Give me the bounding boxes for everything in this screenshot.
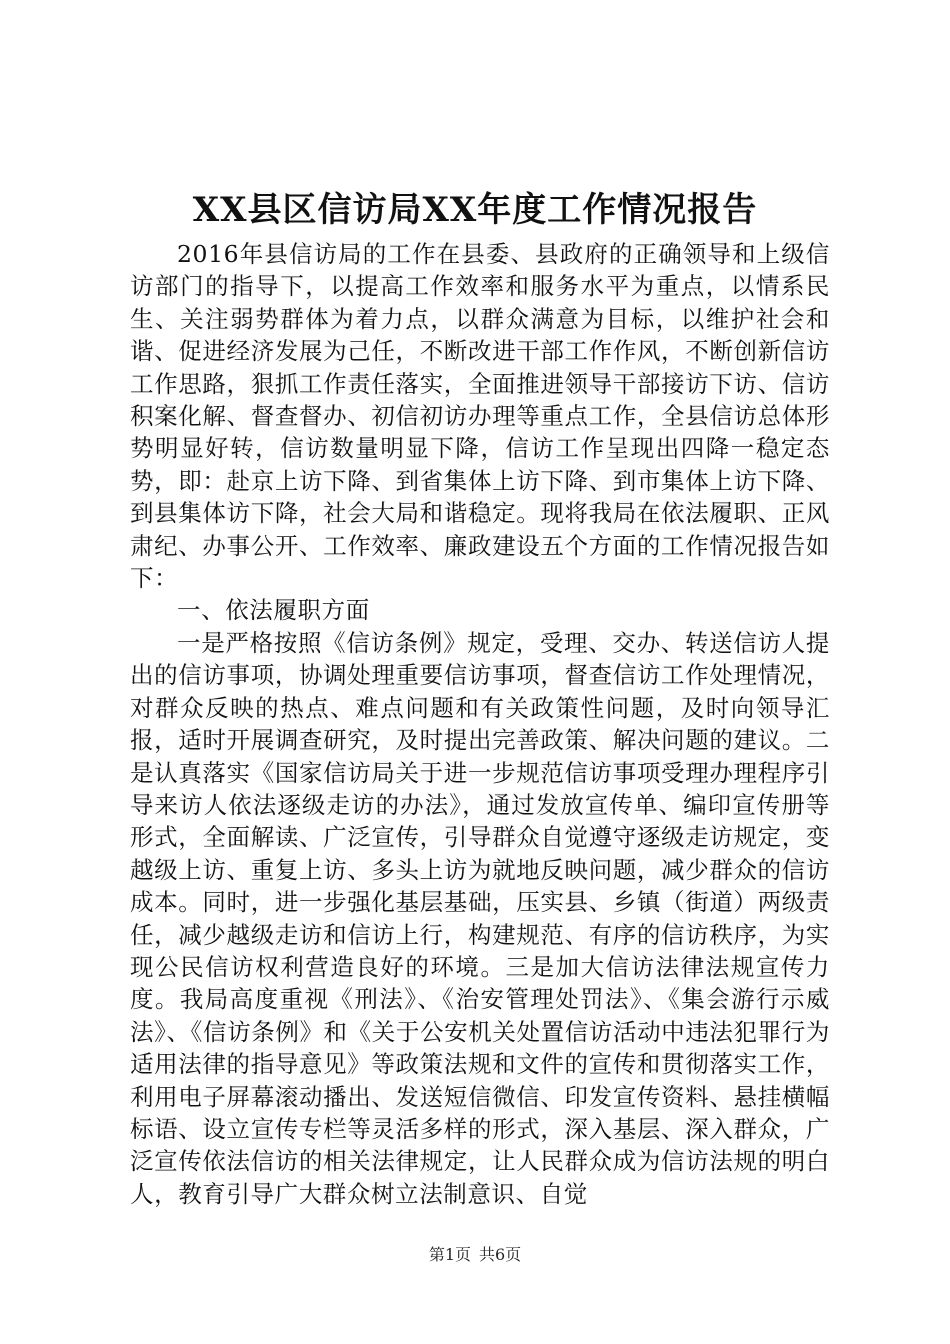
document-body (130, 238, 830, 1210)
section-heading-legal-duties: 一、依法履职方面 (177, 596, 370, 625)
page-number-total: 共6页 (479, 1245, 522, 1264)
page-number-current: 第1页 (428, 1245, 471, 1264)
paragraph-intro: 2016年县信访局的工作在县委、县政府的正确领导和上级信访部门的指导下，以提高工作效率和服务水平为重点，以情系民生、关注弱势群体为着力点，以群众满意为目标，以维护社会和谐、促进经济发展为己任，不断改进干部工作作风，不断创新信访工作思路，狠抓工作责任落实，全面推进领导干部接访下访、信访积案化解、督查督办、初信初访办理等重点工作，全县信访总体形势明显好转，信访数量明显下降，信访工作呈现出四降一稳定态势，即：赴京上访下降、到省集体上访下降、到市集体上访下降、到县集体访下降，社会大局和谐稳定。现将我局在依法履职、正风肃纪、办事公开、工作效率、廉政建设五个方面的工作情况报告如下： (130, 240, 830, 593)
document-title: XX县区信访局XX年度工作情况报告 (192, 190, 758, 230)
paragraph-legal-duties: 一是严格按照《信访条例》规定，受理、交办、转送信访人提出的信访事项，协调处理重要信访事项，督查信访工作处理情况，对群众反映的热点、难点问题和有关政策性问题，及时向领导汇报，适时开展调查研究，及时提出完善政策、解决问题的建议。二是认真落实《国家信访局关于进一步规范信访事项受理办理程序引导来访人依法逐级走访的办法》，通过发放宣传单、编印宣传册等形式，全面解读、广泛宣传，引导群众自觉遵守逐级走访规定，变越级上访、重复上访、多头上访为就地反映问题，减少群众的信访成本。同时，进一步强化基层基础，压实县、乡镇（街道）两级责任，减少越级走访和信访上行，构建规范、有序的信访秩序，为实现公民信访权利营造良好的环境。三是加大信访法律法规宣传力度。我局高度重视《刑法》、《治安管理处罚法》、《集会游行示威法》、《信访条例》和《关于公安机关处置信访活动中违法犯罪行为适用法律的指导意见》等政策法规和文件的宣传和贯彻落实工作，利用电子屏幕滚动播出、发送短信微信、印发宣传资料、悬挂横幅标语、设立宣传专栏等灵活多样的形式，深入基层、深入群众，广泛宣传依法信访的相关法律规定，让人民群众成为信访法规的明白人，教育引导广大群众树立法制意识、自觉 (130, 628, 830, 1208)
page-footer (0, 1244, 950, 1266)
